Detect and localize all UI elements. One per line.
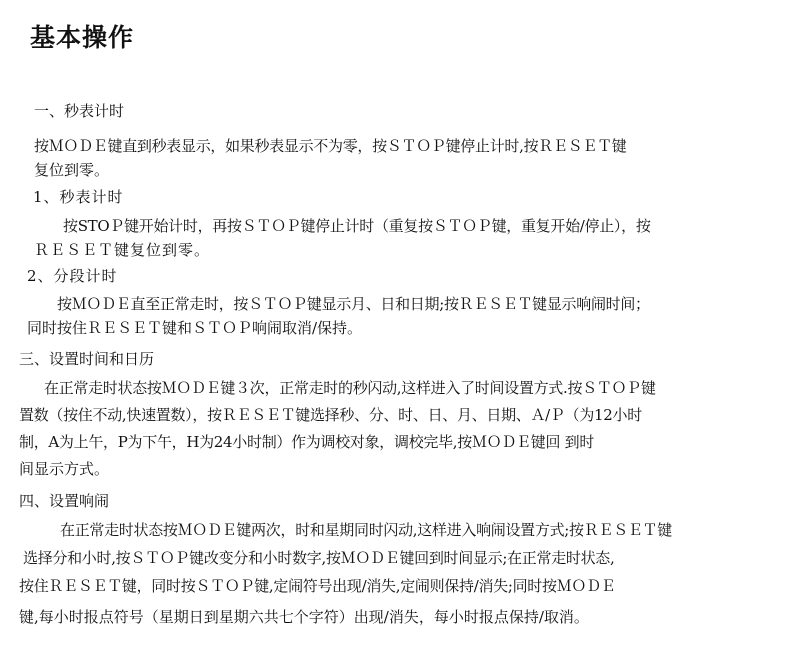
section-heading-set-alarm: 四、设置响闹 xyxy=(19,492,110,510)
paragraph-line: 在正常走时状态按ＭＯＤＥ键３次，正常走时的秒闪动,这样进入了时间设置方式.按ＳＴＯＰ键 xyxy=(44,379,656,397)
section-heading-stopwatch: 一、秒表计时 xyxy=(34,102,125,120)
paragraph-line: 同时按住ＲＥＳＥＴ键和ＳＴＯＰ响闹取消/保持。 xyxy=(27,319,363,337)
paragraph-line: 按ＭＯＤＥ直至正常走时，按ＳＴＯＰ键显示月、日和日期;按ＲＥＳＥＴ键显示响闹时间； xyxy=(57,295,650,313)
section-heading-set-time: 三、设置时间和日历 xyxy=(19,350,155,368)
paragraph-line: 复位到零。 xyxy=(34,161,110,179)
paragraph-line: 按ＭＯＤＥ键直到秒表显示，如果秒表显示不为零，按ＳＴＯＰ键停止计时,按ＲＥＳＥＴ键 xyxy=(34,137,627,155)
paragraph-line: 在正常走时状态按ＭＯＤＥ键两次，时和星期同时闪动,这样进入响闹设置方式;按ＲＥＳＥＴ键 xyxy=(60,521,672,539)
paragraph-line: 键,每小时报点符号（星期日到星期六共七个字符）出现/消失，每小时报点保持/取消。 xyxy=(19,608,589,626)
paragraph-line: ＲＥＳＥＴ键复位到零。 xyxy=(34,241,211,259)
subsection-heading-split-timing: 2、分段计时 xyxy=(27,267,118,285)
page-title: 基本操作 xyxy=(30,23,135,52)
paragraph-line: 选择分和小时,按ＳＴＯＰ键改变分和小时数字,按ＭＯＤＥ键回到时间显示;在正常走时状态, xyxy=(23,549,615,567)
subsection-heading-stopwatch-timing: 1、秒表计时 xyxy=(33,188,124,206)
paragraph-line: 按STOＰ键开始计时，再按ＳＴＯＰ键停止计时（重复按ＳＴＯＰ键，重复开始/停止），按 xyxy=(63,217,651,235)
paragraph-line: 置数（按住不动,快速置数），按ＲＥＳＥＴ键选择秒、分、时、日、月、日期、Ａ/Ｐ（为12小时 xyxy=(19,406,642,424)
paragraph-line: 按住ＲＥＳＥＴ键，同时按ＳＴＯＰ键,定闹符号出现/消失,定闹则保持/消失;同时按ＭＯＤＥ xyxy=(19,577,616,595)
paragraph-line: 制，A为上午，P为下午，H为24小时制）作为调校对象，调校完毕,按ＭＯＤＥ键回 到时 xyxy=(19,433,595,451)
paragraph-line: 间显示方式。 xyxy=(19,460,110,478)
